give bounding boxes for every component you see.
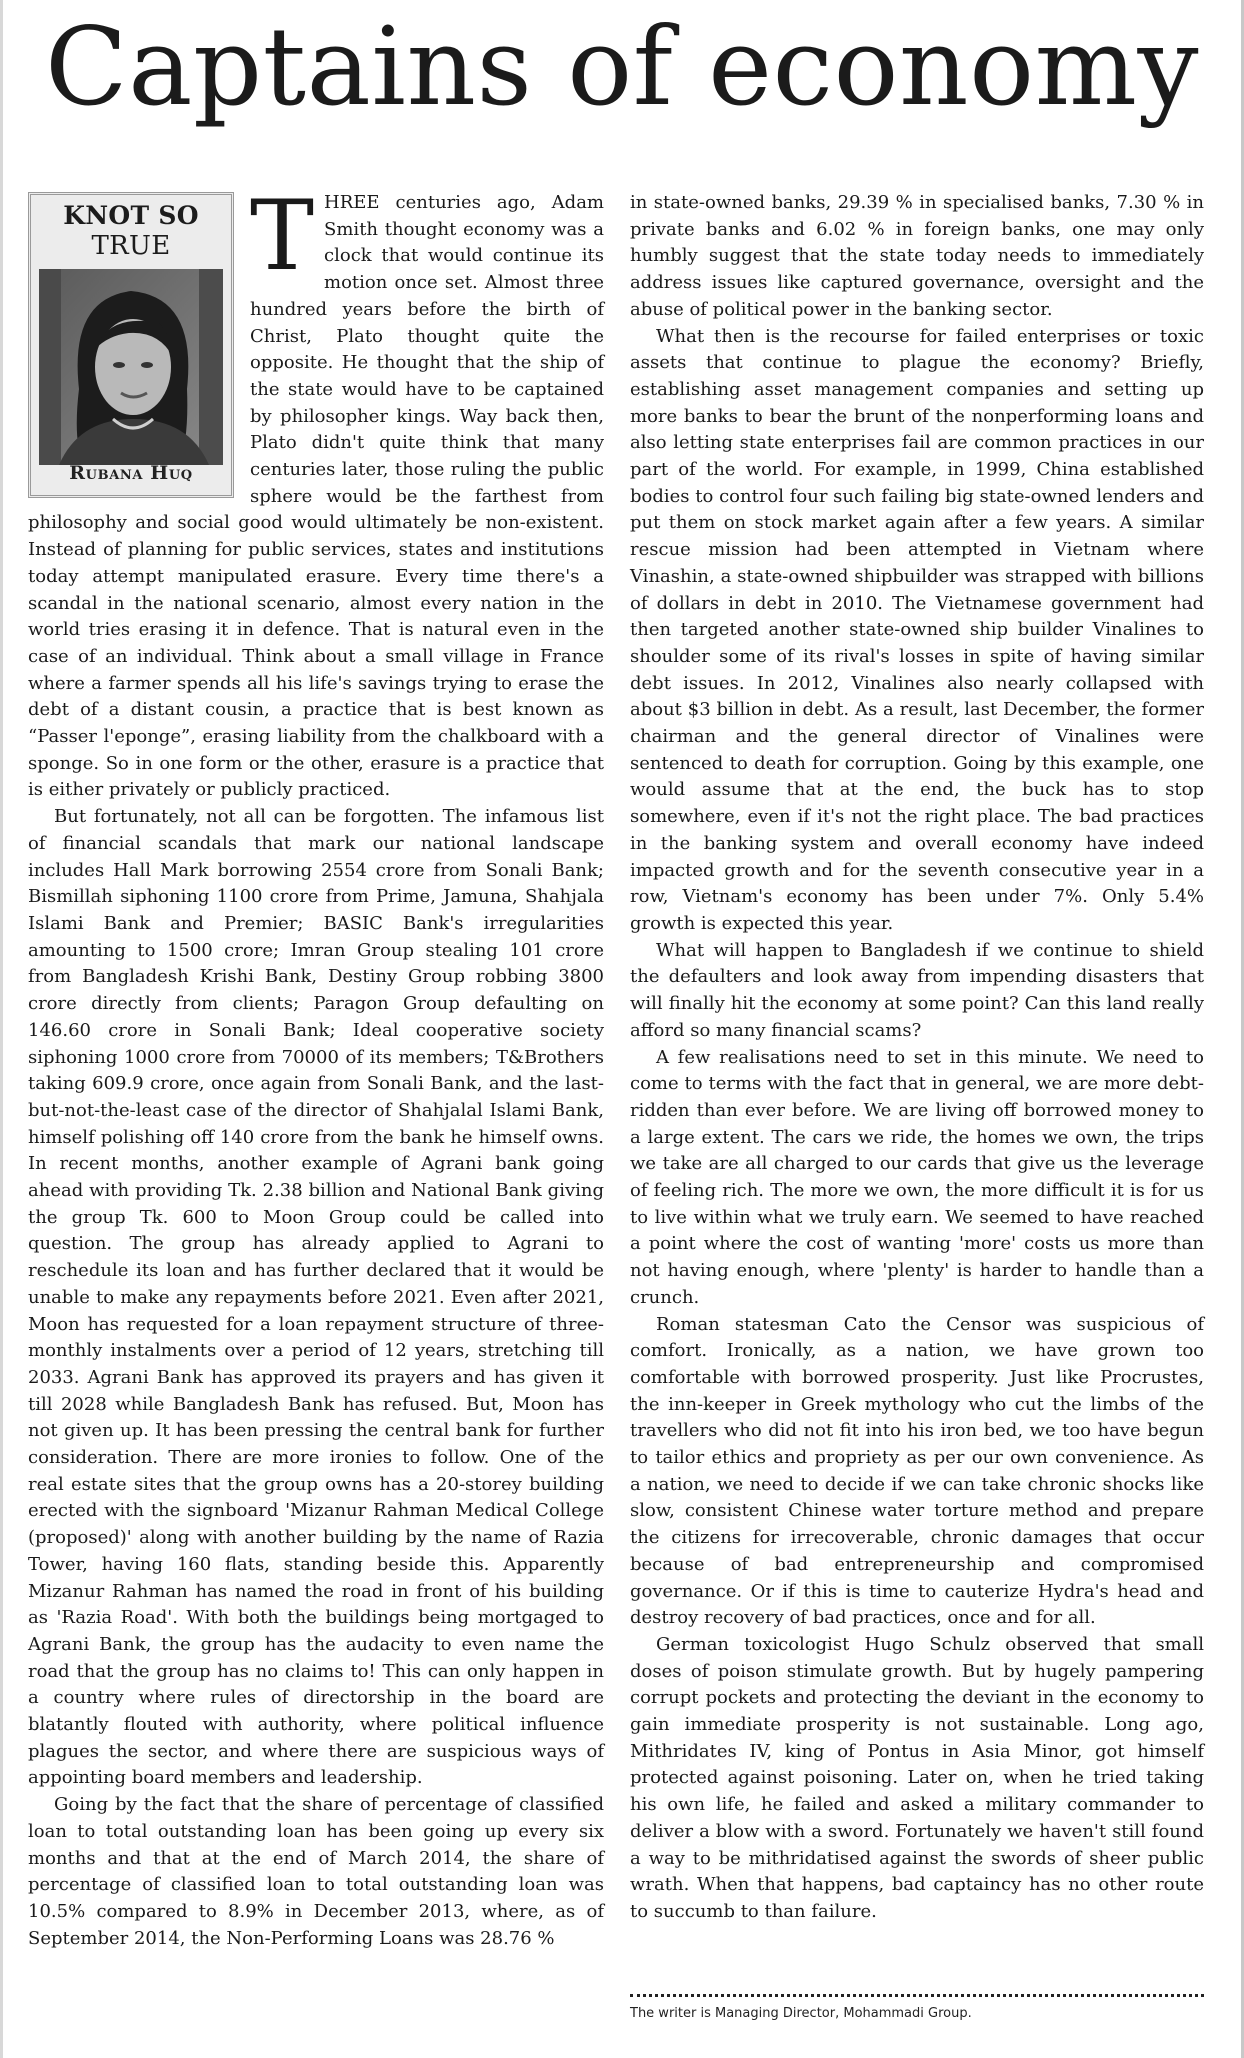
footnote-divider (630, 1994, 1204, 1997)
article-column-left (28, 180, 604, 1952)
paragraph-2: But fortunately, not all can be forgotten. The infamous list of financial scandals that mark our national landscape includes Hall Mark borrowing 2554 crore from Sonali Bank; Bismillah siphoning 1100 crore from Prime, Jamuna, Shahjala Islami Bank and Premier; BASIC Bank's irregularities amounting to 1500 crore; Imran Group stealing 101 crore from Bangladesh Krishi Bank, Destiny Group robbing 3800 crore directly from clients; Paragon Group defaulting on 146.60 crore in Sonali Bank; Ideal cooperative society siphoning 1000 crore from 70000 of its members; T&Brothers taking 609.9 crore, once again from Sonali Bank, and the last-but-not-the-least case of the director of Shahjalal Islami Bank, himself polishing off 140 crore from the bank he himself owns. In recent months, another example of Agrani bank going ahead with providing Tk. 2.38 billion and National Bank giving the group Tk. 600 to Moon Group could be called into question. The group has already applied to Agrani to reschedule its loan and has further declared that it would be unable to make any repayments before 2021. Even after 2021, Moon has requested for a loan repayment structure of three-monthly instalments over a period of 12 years, stretching till 2033. Agrani Bank has approved its prayers and has given it till 2028 while Bangladesh Bank has refused. But, Moon has not given up. It has been pressing the central bank for further consideration. There are more ironies to follow. One of the real estate sites that the group owns has a 20-storey building erected with the signboard 'Mizanur Rahman Medical College (proposed)' along with another building by the name of Razia Tower, having 160 flats, standing beside this. Apparently Mizanur Rahman has named the road in front of his building as 'Razia Road'. With both the buildings being mortgaged to Agrani Bank, the group has the audacity to even name the road that the group has no claims to! This can only happen in a country where rules of directorship in the board are blatantly flouted with authority, where political influence plagues the sector, and where there are suspicious ways of appointing board members and leadership. (28, 806, 604, 1789)
author-name: Rubana Huq (69, 462, 193, 485)
paragraph-7: Roman statesman Cato the Censor was suspicious of comfort. Ironically, as a nation, we have grown too comfortable with borrowed prosperity. Just like Procrustes, the inn-keeper in Greek mythology who cut the limbs of the travellers who did not fit into his iron bed, we too have begun to tailor ethics and propriety as per our own convenience. As a nation, we need to decide if we can take chronic shocks like slow, consistent Chinese water torture method and prepare the citizens for irrecoverable, chronic damages that occur because of bad entrepreneurship and compromised governance. Or if this is time to cauterize Hydra's head and destroy recovery of bad practices, once and for all. (630, 1313, 1204, 1629)
headline: Captains of economy (44, 5, 1200, 130)
page-edge-left (0, 0, 3, 2058)
paragraph-3-part-1: Going by the fact that the share of percentage of classified loan to total outstanding loan has been going up every six months and that at the end of March 2014, the share of percentage of classified loan to total outstanding loan was 10.5% compared to 8.9% in December 2013, where, as of September 2014, the Non-Performing Loans was 28.76 % (28, 1794, 604, 1949)
column-name-line1: KNOT SO (63, 201, 199, 230)
author-portrait-photo (39, 269, 223, 465)
column-byline-box (28, 192, 234, 498)
column-name-line2: TRUE (91, 231, 171, 261)
column-name (31, 201, 231, 261)
drop-cap: T (250, 180, 315, 292)
paragraph-5: What will happen to Bangladesh if we continue to shield the defaulters and look away from impending disasters that will finally hit the economy at some point? Can this land really afford so many financial scams? (630, 939, 1204, 1041)
article-column-right (630, 190, 1204, 1926)
paragraph-4: What then is the recourse for failed enterprises or toxic assets that continue to plague the economy? Briefly, establishing asset management companies and setting up more banks to bear the brunt of the nonperforming loans and also letting state enterprises fail are common practices in our part of the world. For example, in 1999, China established bodies to control four such failing big state-owned lenders and put them on stock market again after a few years. A similar rescue mission had been attempted in Vietnam where Vinashin, a state-owned shipbuilder was strapped with billions of dollars in debt in 2010. The Vietnamese government had then targeted another state-owned ship builder Vinalines to shoulder some of its rival's losses in spite of having similar debt issues. In 2012, Vinalines also nearly collapsed with about $3 billion in debt. As a result, last December, the former chairman and the general director of Vinalines were sentenced to death for corruption. Going by this example, one would assume that at the end, the buck has to stop somewhere, even if it's not the right place. The bad practices in the banking system and overall economy have indeed impacted growth and for the seventh consecutive year in a row, Vietnam's economy has been under 7%. Only 5.4% growth is expected this year. (630, 325, 1204, 934)
paragraph-3-part-2: in state-owned banks, 29.39 % in specialised banks, 7.30 % in private banks and 6.02 % in foreign banks, one may only humbly suggest that the state today needs to immediately address issues like captured governance, oversight and the abuse of political power in the banking sector. (630, 192, 1204, 320)
paragraph-8: German toxicologist Hugo Schulz observed that small doses of poison stimulate growth. But by hugely pampering corrupt pockets and protecting the deviant in the economy to gain immediate prosperity is not sustainable. Long ago, Mithridates IV, king of Pontus in Asia Minor, got himself protected against poisoning. Later on, when he tried taking his own life, he failed and asked a military commander to deliver a blow with a sword. Fortunately we haven't still found a way to be mithridatised against the swords of sheer public wrath. When that happens, bad captaincy has no other route to succumb to than failure. (630, 1633, 1204, 1922)
paragraph-1: HREE centuries ago, Adam Smith thought economy was a clock that would continue its motion once set. Almost three hundred years before the birth of Christ, Plato thought quite the opposite. He thought that the ship of the state would have to be captained by philosopher kings. Way back then, Plato didn't quite think that many centuries later, those ruling the public sphere would be the farthest from philosophy and social good would ultimately be non-existent. Instead of planning for public services, states and institutions today attempt manipulated erasure. Every time there's a scandal in the national scenario, almost every nation in the world tries erasing it in defence. That is natural even in the case of an individual. Think about a small village in France where a farmer spends all his life's savings trying to erase the debt of a distant cousin, a practice that is best known as “Passer l'eponge”, erasing liability from the chalkboard with a sponge. So in one form or the other, erasure is a practice that is either privately or publicly practiced. (28, 192, 604, 801)
paragraph-6: A few realisations need to set in this minute. We need to come to terms with the fact that in general, we are more debt-ridden than ever before. We are living off borrowed money to a large extent. The cars we ride, the homes we own, the trips we take are all charged to our cards that give us the leverage of feeling rich. The more we own, the more difficult it is for us to live within what we truly earn. We seemed to have reached a point where the cost of wanting 'more' costs us more than not having enough, where 'plenty' is harder to handle than a crunch. (630, 1046, 1204, 1308)
author-footnote: The writer is Managing Director, Mohammadi Group. (630, 2006, 972, 2021)
